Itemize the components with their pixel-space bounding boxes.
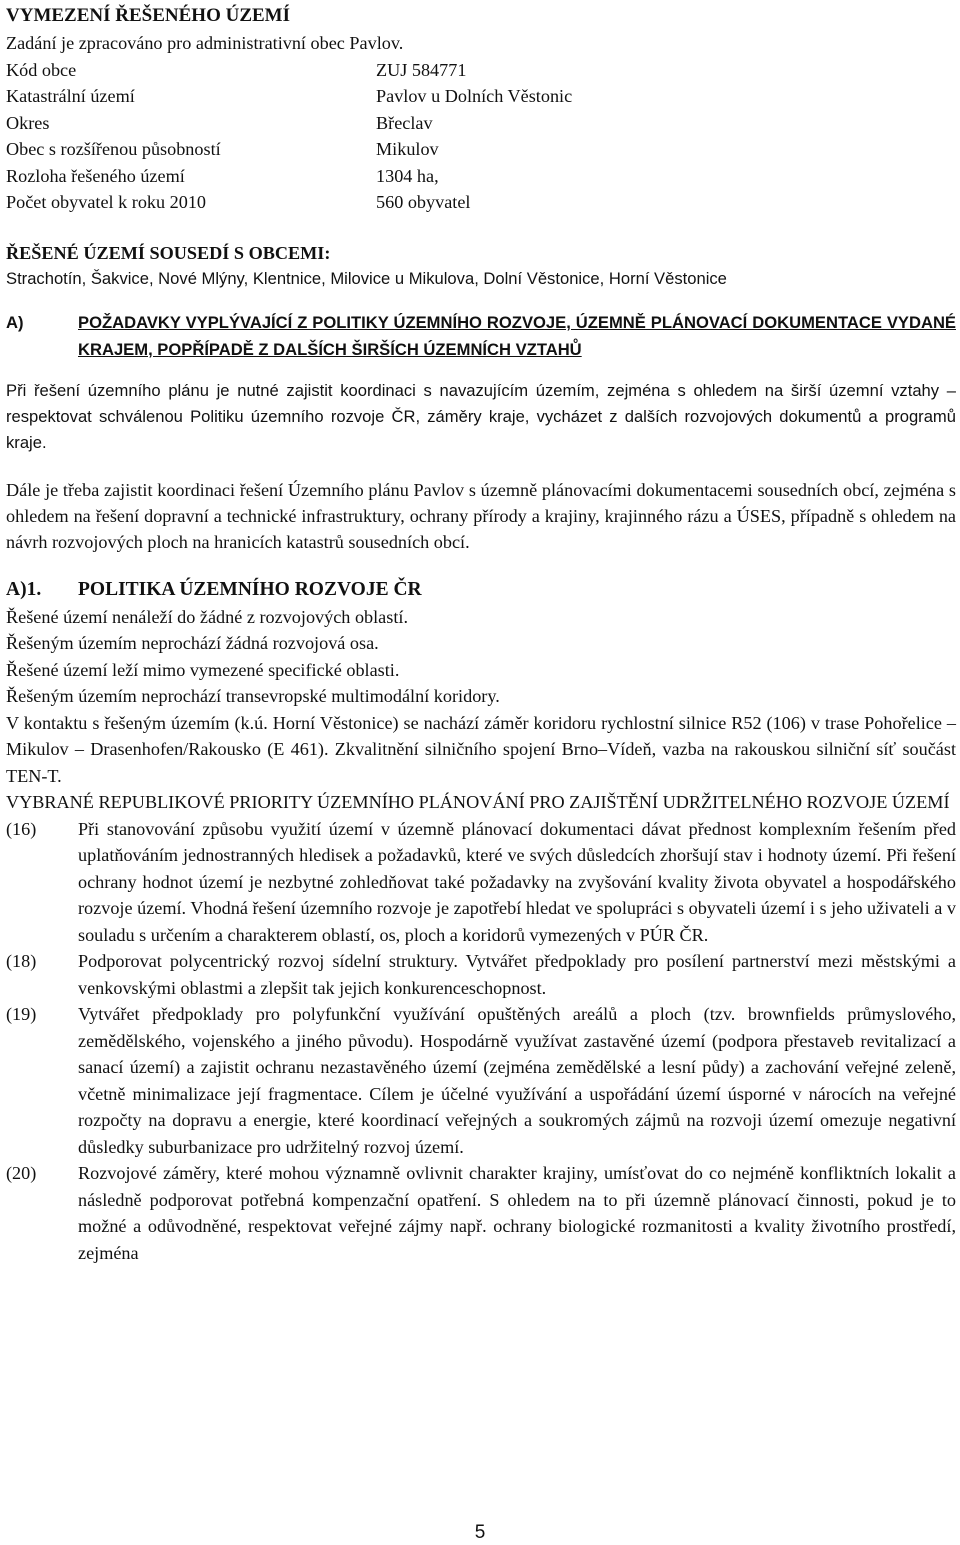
section-a-title: POŽADAVKY VYPLÝVAJÍCÍ Z POLITIKY ÚZEMNÍHO ROZVOJE, ÚZEMNĚ PLÁNOVACÍ DOKUMENTACE VYDANÉ KRAJEM, POPŘÍPADĚ Z DALŠÍCH ŠIRŠÍCH ÚZEMNÍCH VZTAHŮ <box>78 313 956 359</box>
section-a-label: A) <box>6 313 24 332</box>
priority-text: Vytvářet předpoklady pro polyfunkční využívání opuštěných areálů a ploch (tzv. brownfields průmyslového, zemědělského, vojenského a jiného původu). Hospodárně využívat zastavěné území (podpora přestaveb revitalizací a sanací území) a zajistit ochranu nezastavěného území (zejména zemědělské a lesní půdy) a zachování veřejné zeleně, včetně minimalizace její fragmentace. Cílem je účelné využívání a uspořádání území úsporné v nárocích na veřejné rozpočty na dopravu a energie, které koordinací veřejných a soukromých zájmů na rozvoji území omezuje negativní důsledky suburbanizace pro udržitelný rozvoj území. <box>78 1004 956 1157</box>
info-table <box>6 57 956 216</box>
info-label: Počet obyvatel k roku 2010 <box>6 192 207 212</box>
priority-item <box>6 948 956 1001</box>
page-title: VYMEZENÍ ŘEŠENÉHO ÚZEMÍ <box>6 5 290 26</box>
contact-paragraph: V kontaktu s řešeným územím (k.ú. Horní Věstonice) se nachází záměr koridoru rychlostní silnice R52 (106) v trase Pohořelice – Mikulov – Drasenhofen/Rakousko (E 461). Zkvalitnění silničního spojení Brno–Vídeň, vazba na rakouskou silniční síť součást TEN-T. <box>6 712 956 786</box>
priority-item <box>6 1160 956 1266</box>
info-value: ZUJ 584771 <box>376 59 467 80</box>
priority-number: (16) <box>6 818 37 839</box>
info-value: Mikulov <box>376 139 439 159</box>
info-row <box>6 57 956 84</box>
section-a-paragraph: Dále je třeba zajistit koordinaci řešení Územního plánu Pavlov s územně plánovacími dokumentacemi sousedních obcí, zejména s ohledem na řešení dopravní a technické infrastruktury, ochrany přírody a krajiny, krajinného rázu a ÚSES, případně s ohledem na návrh rozvojových ploch na hranicích katastrů sousedních obcí. <box>6 480 956 552</box>
info-row <box>6 136 956 163</box>
priority-item <box>6 1001 956 1160</box>
neighbors-heading: ŘEŠENÉ ÚZEMÍ SOUSEDÍ S OBCEMI: <box>6 242 331 263</box>
statement-line: Řešeným územím neprochází žádná rozvojová osa. <box>6 633 379 653</box>
priority-text: Při stanovování způsobu využití území v územně plánovací dokumentaci dávat přednost komplexním řešením před uplatňováním jednostranných hledisek a požadavků, které ve svých důsledcích zhoršují stav i hodnoty území. Při řešení ochrany hodnot území je nezbytné zohledňovat také požadavky na zvyšování kvality života obyvatel a hospodářského rozvoje území. Vhodná řešení územního rozvoje je zapotřebí hledat ve spolupráci s obyvateli území i s jeho uživateli a v souladu s určením a charakterem oblastí, os, ploch a koridorů vymezených v PÚR ČR. <box>78 818 956 945</box>
info-value: 560 obyvatel <box>376 192 471 212</box>
info-value: 1304 ha, <box>376 165 439 186</box>
info-row <box>6 163 956 190</box>
statement-line: Řešené území leží mimo vymezené specifické oblasti. <box>6 659 400 680</box>
neighbors-list: Strachotín, Šakvice, Nové Mlýny, Klentnice, Milovice u Mikulova, Dolní Věstonice, Horní Věstonice <box>6 268 727 288</box>
section-a-heading <box>6 310 956 363</box>
page-number: 5 <box>474 1522 486 1543</box>
priorities-heading: VYBRANÉ REPUBLIKOVÉ PRIORITY ÚZEMNÍHO PLÁNOVÁNÍ PRO ZAJIŠTĚNÍ UDRŽITELNÉHO ROZVOJE ÚZEMÍ <box>6 792 950 812</box>
intro-text: Zadání je zpracováno pro administrativní obec Pavlov. <box>6 33 404 53</box>
info-label: Obec s rozšířenou působností <box>6 139 221 159</box>
info-row <box>6 83 956 110</box>
info-label: Okres <box>6 112 50 133</box>
statement-line: Řešeným územím neprochází transevropské multimodální koridory. <box>6 686 500 706</box>
section-a1-heading <box>6 577 956 604</box>
section-a-paragraph: Při řešení územního plánu je nutné zajistit koordinaci s navazujícím územím, zejména s ohledem na širší územní vztahy – respektovat schválenou Politiku územního rozvoje ČR, záměry kraje, vycházet z dalších rozvojových dokumentů a programů kraje. <box>6 381 956 452</box>
info-row <box>6 189 956 216</box>
info-row <box>6 110 956 137</box>
priority-item <box>6 816 956 949</box>
info-label: Kód obce <box>6 59 77 80</box>
statement-line: Řešené území nenáleží do žádné z rozvojových oblastí. <box>6 606 408 627</box>
info-value: Břeclav <box>376 112 433 133</box>
info-label: Rozloha řešeného území <box>6 165 185 186</box>
priority-text: Rozvojové záměry, které mohou významně ovlivnit charakter krajiny, umísťovat do co nejméně konfliktních lokalit a následně podporovat potřebná kompenzační opatření. S ohledem na to při územně plánovací činnosti, pokud je to možné a odůvodněné, respektovat veřejné zájmy např. ochrany biologické rozmanitosti a kvality životního prostředí, zejména <box>78 1163 956 1263</box>
priority-number: (19) <box>6 1004 37 1024</box>
priority-number: (18) <box>6 951 37 971</box>
priority-text: Podporovat polycentrický rozvoj sídelní struktury. Vytvářet předpoklady pro posílení partnerství mezi městskými a venkovskými oblastmi a zlepšit tak jejich konkurenceschopnost. <box>78 951 956 998</box>
info-value: Pavlov u Dolních Věstonic <box>376 86 573 106</box>
section-a1-title: POLITIKA ÚZEMNÍHO ROZVOJE ČR <box>78 579 422 600</box>
section-a1-label: A)1. <box>6 579 42 600</box>
document-page <box>6 2 956 1266</box>
priority-number: (20) <box>6 1163 37 1183</box>
info-label: Katastrální území <box>6 86 135 106</box>
